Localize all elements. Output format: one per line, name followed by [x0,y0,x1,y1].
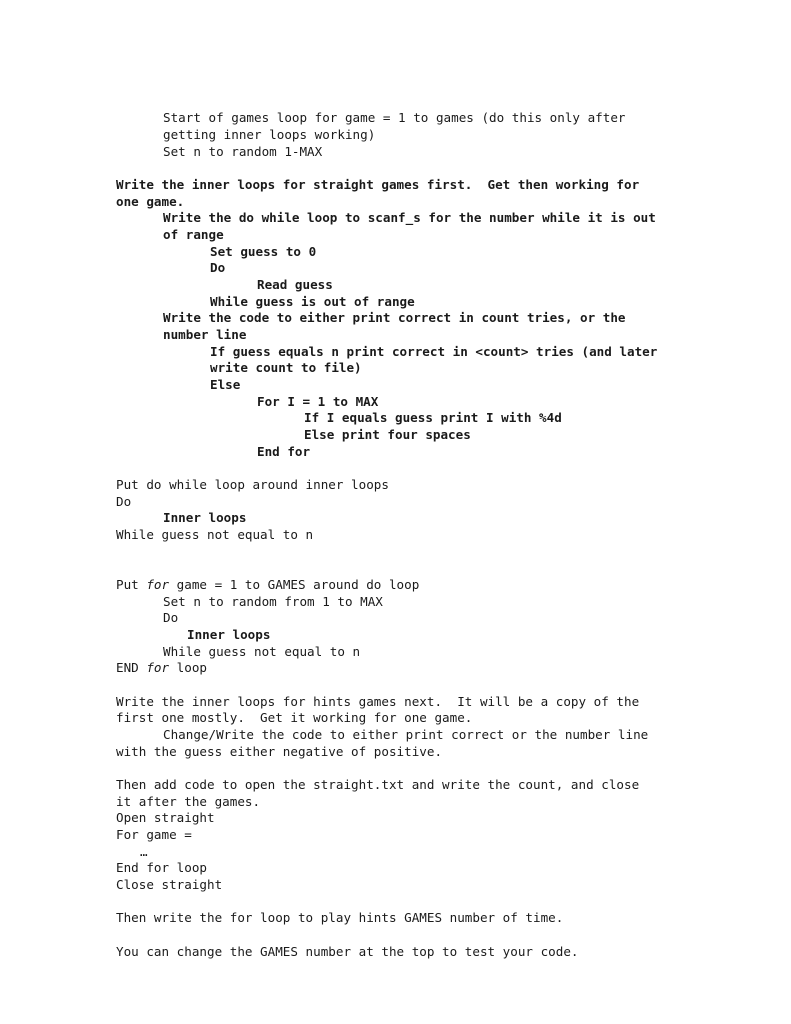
text-line [116,577,419,594]
text-segment: game = 1 to GAMES around do loop [169,577,420,592]
text-line: Else print four spaces [304,427,471,442]
text-line: While guess is out of range [210,294,415,309]
text-line: it after the games. [116,794,261,809]
text-line: Close straight [116,877,223,892]
text-line: Set n to random from 1 to MAX [163,594,383,609]
text-line: If guess equals n print correct in <count> tries (and later [210,344,658,359]
text-line: End for [257,444,311,459]
text-line: Do [163,610,179,625]
text-line: For game = [116,827,192,842]
text-line: Do [210,260,226,275]
text-line: Write the do while loop to scanf_s for the number while it is out [163,210,656,225]
text-line: write count to file) [210,360,362,375]
text-line: of range [163,227,224,242]
text-segment: Put [116,577,147,592]
text-line: Open straight [116,810,215,825]
text-line: first one mostly. Get it working for one game. [116,710,473,725]
text-line: Set n to random 1-MAX [163,144,323,159]
text-line: Write the inner loops for straight games first. Get then working for [116,177,640,192]
text-line: Inner loops [163,510,247,525]
text-segment: END [116,660,147,675]
text-line: with the guess either negative of positive. [116,744,443,759]
text-line: For I = 1 to MAX [257,394,379,409]
text-line: Write the code to either print correct in count tries, or the [163,310,626,325]
text-line: Put do while loop around inner loops [116,477,389,492]
text-line: Inner loops [187,627,271,642]
text-line: Start of games loop for game = 1 to games (do this only after [163,110,626,125]
text-line: Then add code to open the straight.txt and write the count, and close [116,777,640,792]
text-line: You can change the GAMES number at the top to test your code. [116,944,579,959]
text-segment-italic: for [146,660,170,675]
text-line: Do [116,494,132,509]
text-segment-italic: for [146,577,170,592]
text-line: … [140,844,148,859]
text-line: Read guess [257,277,333,292]
text-line: Write the inner loops for hints games next. It will be a copy of the [116,694,640,709]
text-line [116,660,207,677]
text-segment: loop [169,660,208,675]
text-line: one game. [116,194,185,209]
text-line: While guess not equal to n [163,644,361,659]
text-line: If I equals guess print I with %4d [304,410,562,425]
text-line: getting inner loops working) [163,127,376,142]
text-line: number line [163,327,247,342]
text-line: While guess not equal to n [116,527,314,542]
text-line: Then write the for loop to play hints GAMES number of time. [116,910,564,925]
text-line: Set guess to 0 [210,244,317,259]
text-line: Else [210,377,241,392]
text-line: Change/Write the code to either print correct or the number line [163,727,649,742]
text-line: End for loop [116,860,207,875]
